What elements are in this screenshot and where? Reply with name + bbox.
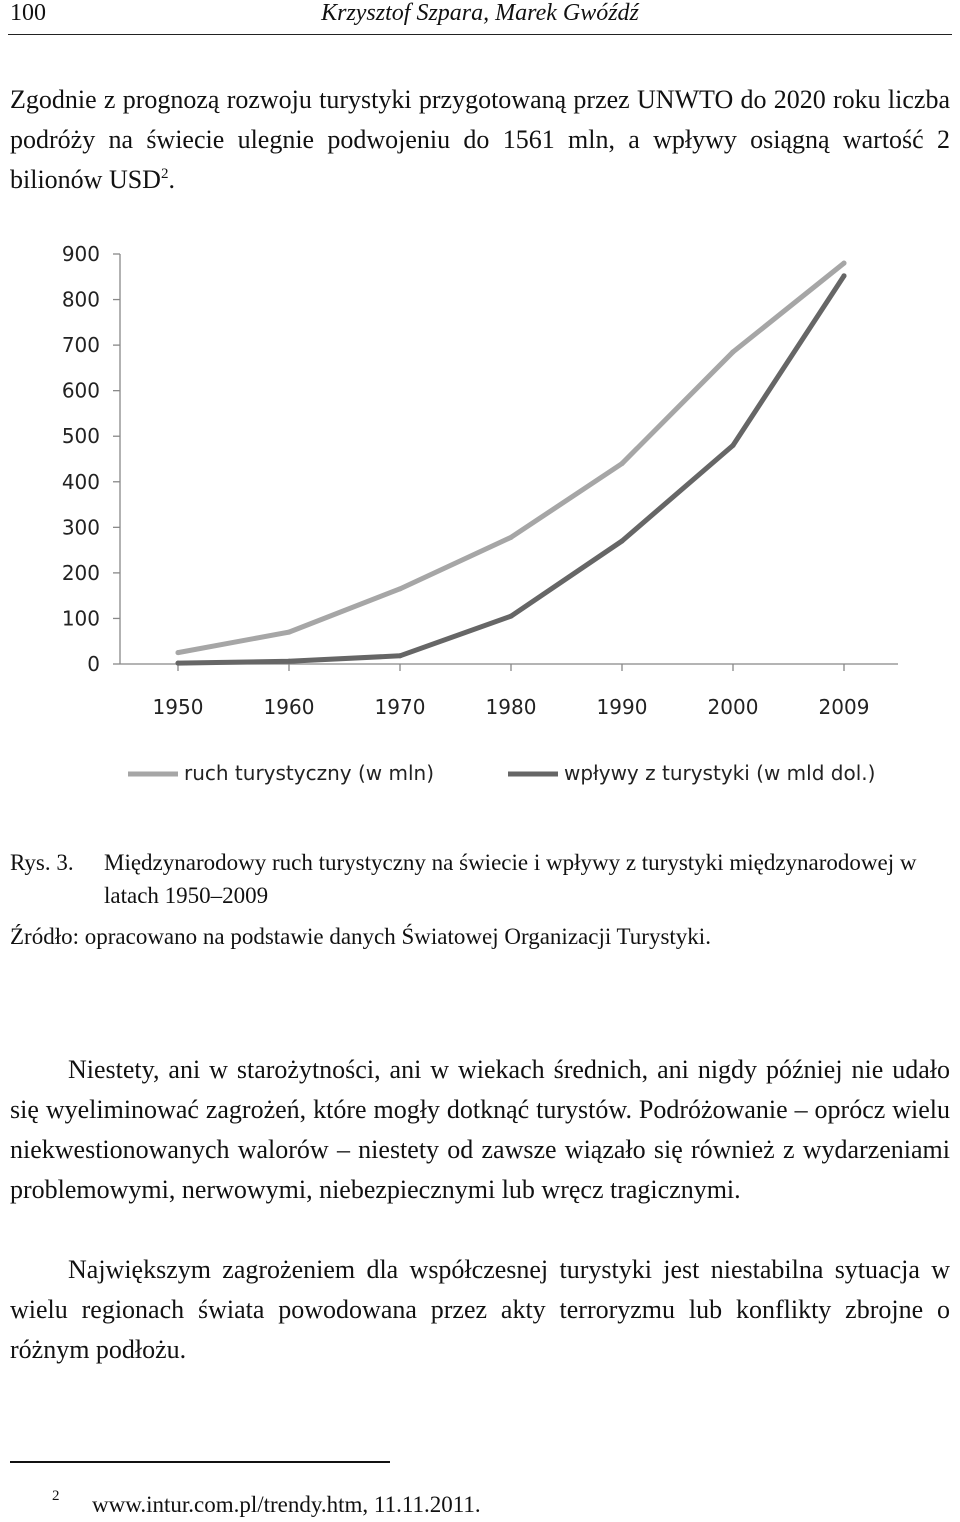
x-tick-label: 1990 <box>596 695 648 719</box>
data-point <box>176 661 181 666</box>
intro-paragraph <box>10 80 950 200</box>
x-tick-labels <box>153 664 870 719</box>
data-point <box>398 586 403 591</box>
body-paragraph-2: Największym zagrożeniem dla współczesnej turystyki jest niestabilna sytuacja w wielu regionach świata powodowana przez akty terroryzmu lub konflikty zbrojne o różnym podłożu. <box>10 1255 950 1364</box>
data-point <box>287 630 292 635</box>
chart-series <box>176 261 847 666</box>
data-point <box>398 653 403 658</box>
y-tick-labels <box>62 242 120 676</box>
figure-caption-text: Międzynarodowy ruch turystyczny na świecie i wpływy z turystyki międzynarodowej w latach 1950–2009 <box>104 850 917 908</box>
footnote-number: 2 <box>52 1488 60 1504</box>
y-tick-label: 500 <box>61 424 100 449</box>
legend-label: ruch turystyczny (w mln) <box>184 761 434 785</box>
figure-caption <box>10 846 950 912</box>
y-tick-label: 700 <box>61 333 100 358</box>
y-tick-label: 600 <box>61 378 100 403</box>
y-tick-label: 0 <box>87 652 100 676</box>
chart-legend <box>128 761 875 785</box>
tourism-line-chart <box>40 232 940 822</box>
footnote-reference[interactable]: 2 <box>160 166 169 182</box>
y-tick-label: 200 <box>61 560 100 585</box>
figure-source: Źródło: opracowano na podstawie danych Światowej Organizacji Turystyki. <box>10 924 711 949</box>
footnote-separator <box>10 1461 390 1463</box>
footnote-text: www.intur.com.pl/trendy.htm, 11.11.2011. <box>92 1492 481 1517</box>
y-tick-label: 300 <box>61 515 100 540</box>
y-tick-label: 400 <box>61 469 100 494</box>
x-tick-label: 2000 <box>707 695 759 719</box>
x-tick-label: 1970 <box>374 695 426 719</box>
y-tick-label: 100 <box>61 606 100 631</box>
data-point <box>287 659 292 664</box>
y-tick-label: 900 <box>61 242 100 266</box>
data-point <box>842 261 847 266</box>
data-point <box>509 614 514 619</box>
body-paragraph-1: Niestety, ani w starożytności, ani w wiekach średnich, ani nigdy później nie udało się wyeliminować zagrożeń, które mogły dotknąć turystów. Podróżowanie – oprócz wielu niekwestionowanych walorów – niestety od zawsze wiązało się również z wydarzeniami problemowymi, nerwowymi, niebezpiecznymi lub wręcz tragicznymi. <box>10 1055 950 1204</box>
legend-label: wpływy z turystyki (w mld dol.) <box>564 761 876 785</box>
running-title: Krzysztof Szpara, Marek Gwóźdź <box>321 0 639 26</box>
data-point <box>620 461 625 466</box>
figure-label: Rys. 3. <box>10 850 74 875</box>
data-point <box>842 273 847 278</box>
data-point <box>731 443 736 448</box>
page-number: 100 <box>10 0 46 26</box>
series-line-2 <box>178 276 844 663</box>
x-tick-label: 1980 <box>485 695 537 719</box>
data-point <box>176 650 181 655</box>
data-point <box>731 349 736 354</box>
x-tick-label: 2009 <box>818 695 870 719</box>
intro-end: . <box>168 165 175 194</box>
x-tick-label: 1960 <box>263 695 315 719</box>
page-header <box>8 0 952 35</box>
series-line-1 <box>178 263 844 652</box>
data-point <box>620 539 625 544</box>
y-tick-label: 800 <box>61 287 100 312</box>
intro-text: Zgodnie z prognozą rozwoju turystyki przygotowaną przez UNWTO do 2020 roku liczba podróży na świecie ulegnie podwojeniu do 1561 mln, a wpływy osiągną wartość 2 bilionów USD <box>10 85 950 194</box>
data-point <box>509 535 514 540</box>
x-tick-label: 1950 <box>152 695 204 719</box>
